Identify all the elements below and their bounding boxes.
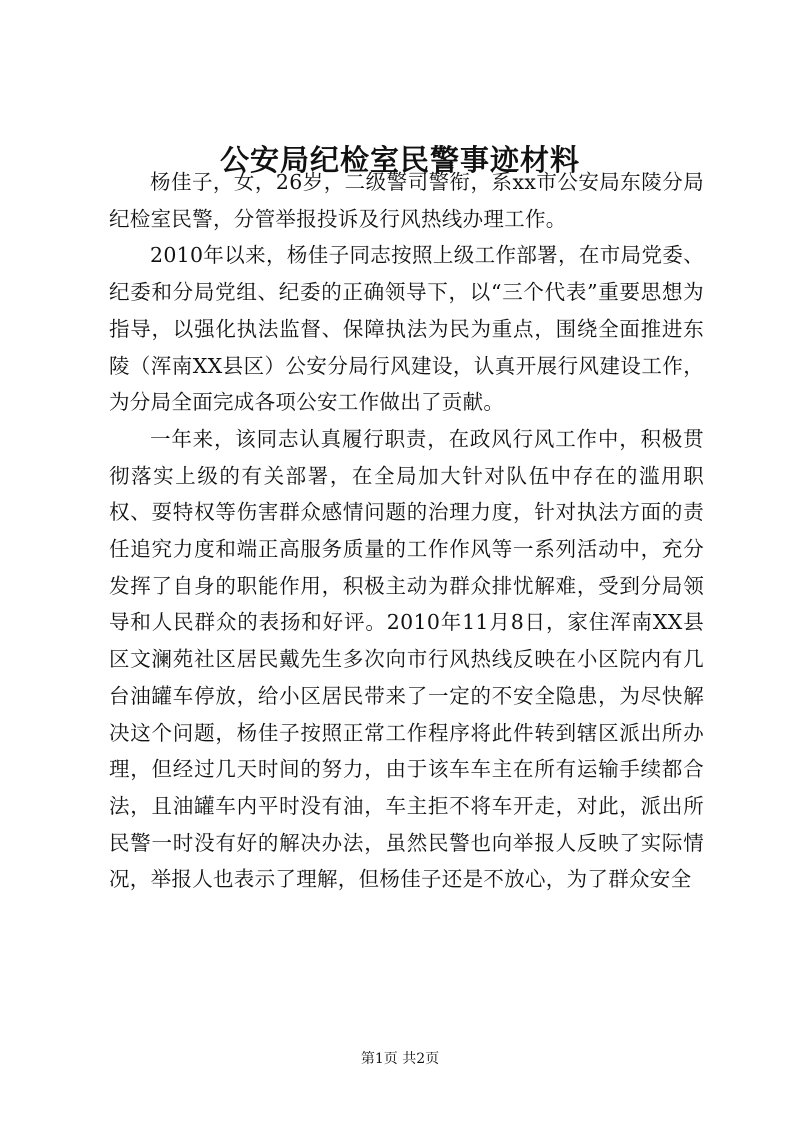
page-footer: 第1页 共2页 (360, 1051, 440, 1067)
paragraph-1: 杨佳子，女，26岁，二级警司警衔，系xx市公安局东陵分局纪检室民警，分管举报投诉及行风热线办理工作。 (109, 170, 704, 231)
document-title: 公安局纪检室民警事迹材料 (219, 143, 580, 177)
document-body (109, 164, 704, 898)
paragraph-3: 一年来，该同志认真履行职责，在政风行风工作中，积极贯彻落实上级的有关部署，在全局加大针对队伍中存在的滥用职权、耍特权等伤害群众感情问题的治理力度，针对执法方面的责任追究力度和端正高服务质量的工作作风等一系列活动中，充分发挥了自身的职能作用，积极主动为群众排忧解难，受到分局领导和人民群众的表扬和好评。2010年11月8日，家住浑南XX县区文澜苑社区居民戴先生多次向市行风热线反映在小区院内有几台油罐车停放，给小区居民带来了一定的不安全隐患，为尽快解决这个问题，杨佳子按照正常工作程序将此件转到辖区派出所办理，但经过几天时间的努力，由于该车车主在所有运输手续都合法，且油罐车内平时没有油，车主拒不将车开走，对此，派出所民警一时没有好的解决办法，虽然民警也向举报人反映了实际情况，举报人也表示了理解，但杨佳子还是不放心，为了群众安全 (109, 426, 704, 892)
paragraph-2: 2010年以来，杨佳子同志按照上级工作部署，在市局党委、纪委和分局党组、纪委的正确领导下，以“三个代表”重要思想为指导，以强化执法监督、保障执法为民为重点，围绕全面推进东陵（浑南XX县区）公安分局行风建设，认真开展行风建设工作，为分局全面完成各项公安工作做出了贡献。 (109, 243, 704, 415)
